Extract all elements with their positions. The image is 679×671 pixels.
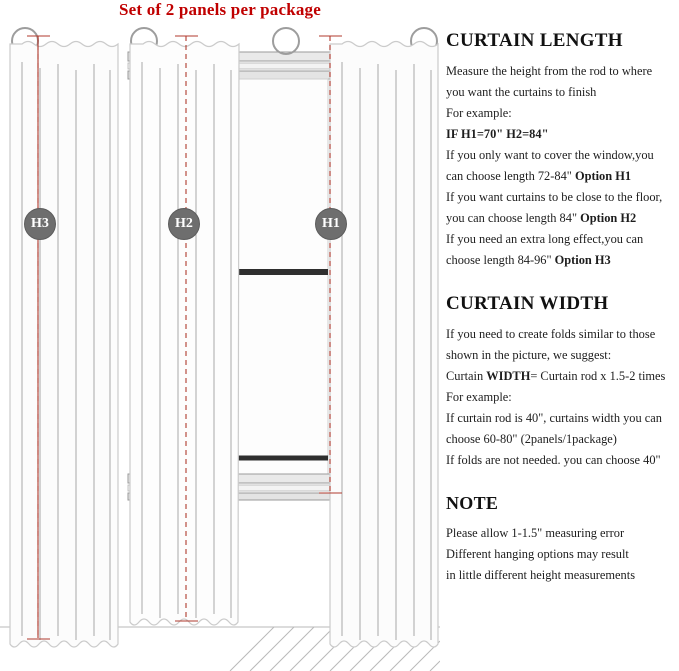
- note-line-2: Different hanging options may result: [446, 547, 629, 561]
- section-heading-length: CURTAIN LENGTH: [446, 30, 623, 51]
- length-line-6: [446, 166, 674, 187]
- section-note: [446, 493, 674, 586]
- width-line-7: If folds are not needed. you can choose 40": [446, 453, 661, 467]
- width-line-2: shown in the picture, we suggest:: [446, 348, 612, 362]
- width-line-3-tail: = Curtain rod x 1.5-2 times: [530, 369, 666, 383]
- curtain-panel-icon: [330, 42, 438, 648]
- instructions-column: [446, 30, 674, 586]
- length-line-1: Measure the height from the rod to where: [446, 64, 653, 78]
- section-curtain-width: [446, 293, 674, 471]
- curtain-diagram-svg: [0, 22, 440, 671]
- section-curtain-length: [446, 30, 674, 271]
- length-line-9: If you need an extra long effect,you can: [446, 232, 644, 246]
- length-line-6-text: can choose length 72-84": [446, 169, 575, 183]
- section-heading-width: CURTAIN WIDTH: [446, 293, 609, 314]
- width-line-5: If curtain rod is 40", curtains width you can: [446, 411, 662, 425]
- width-line-4: For example:: [446, 390, 512, 404]
- measure-label-h2: H2: [168, 208, 200, 240]
- option-h2-tag: Option H2: [580, 211, 637, 225]
- note-line-3: in little different height measurements: [446, 568, 636, 582]
- length-line-8-text: you can choose length 84": [446, 211, 581, 225]
- length-line-10-text: choose length 84-96": [446, 253, 555, 267]
- length-line-7: If you want curtains to be close to the floor,: [446, 190, 663, 204]
- width-line-1: If you need to create folds similar to those: [446, 327, 656, 341]
- length-line-8: [446, 208, 674, 229]
- length-line-5: If you only want to cover the window,you: [446, 148, 654, 162]
- curtain-panel-icon: [10, 42, 118, 648]
- width-line-6: choose 60-80" (2panels/1package): [446, 432, 617, 446]
- measure-label-h3: H3: [24, 208, 56, 240]
- measure-label-h1: H1: [315, 208, 347, 240]
- section-heading-note: NOTE: [446, 493, 499, 513]
- length-line-4: [446, 124, 674, 145]
- option-h1-tag: Option H1: [574, 169, 632, 183]
- length-line-3: For example:: [446, 106, 512, 120]
- width-keyword: WIDTH: [486, 369, 531, 383]
- width-line-3-head: Curtain: [446, 369, 487, 383]
- width-line-3: [446, 366, 674, 387]
- length-line-10: [446, 250, 674, 271]
- note-line-1: Please allow 1-1.5" measuring error: [446, 526, 625, 540]
- curtain-diagram: [0, 22, 440, 671]
- length-line-2: you want the curtains to finish: [446, 85, 597, 99]
- length-example-values: IF H1=70" H2=84": [446, 127, 549, 141]
- option-h3-tag: Option H3: [554, 253, 611, 267]
- curtain-panel-icon: [130, 42, 239, 626]
- page-title: Set of 2 panels per package: [118, 0, 321, 19]
